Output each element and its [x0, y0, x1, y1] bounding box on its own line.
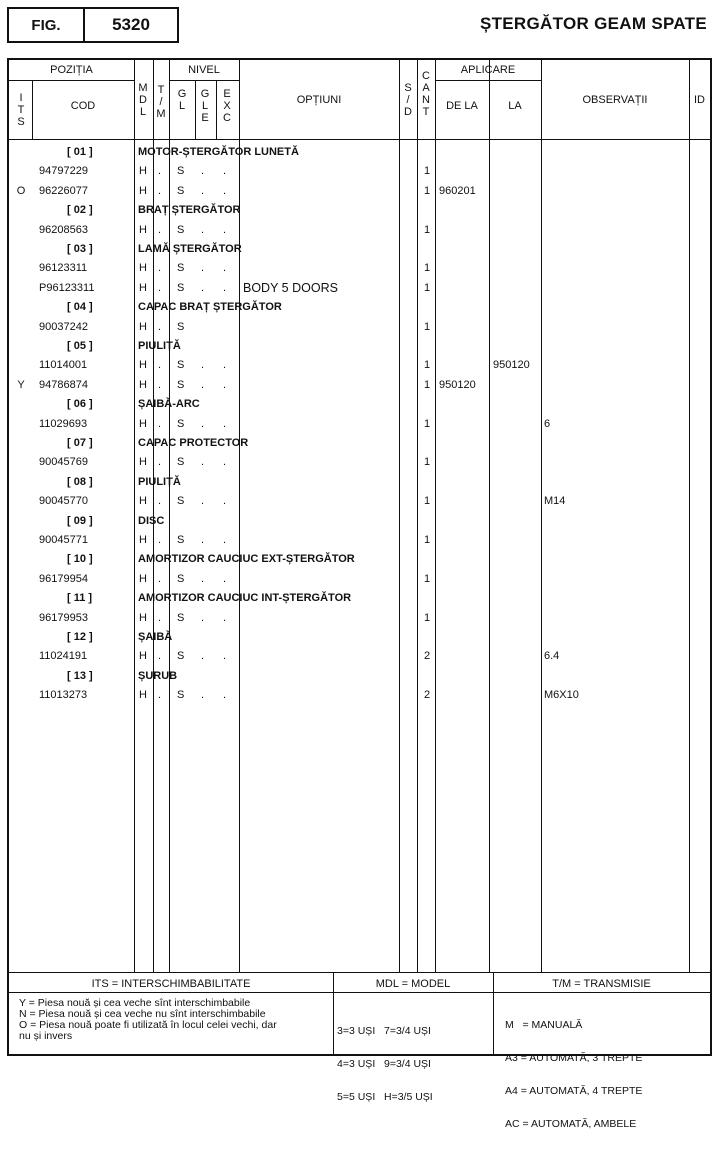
cell-gle: . — [201, 495, 205, 508]
cell-gl: S — [177, 281, 185, 294]
cell-exc: . — [223, 223, 227, 236]
cell-cod: 11029693 — [39, 417, 88, 430]
col-line-gl — [195, 81, 196, 139]
section-position: [ 03 ] — [67, 243, 93, 255]
cell-exc: . — [223, 572, 227, 585]
cell-gle: . — [201, 611, 205, 624]
cell-gle: . — [201, 165, 205, 178]
cell-tm: . — [158, 534, 162, 546]
legend-its-line: Y = Piesa nouă și cea veche sînt interschimbabile — [19, 997, 251, 1009]
part-row — [9, 609, 710, 628]
section-position: [ 02 ] — [67, 204, 93, 217]
cell-gle: . — [201, 281, 205, 294]
cell-cod: P96123311 — [39, 281, 95, 294]
section-position: [ 01 ] — [67, 146, 93, 158]
cell-gle: . — [201, 417, 205, 430]
cell-mdl: H — [139, 378, 147, 391]
section-row — [9, 550, 710, 569]
legend-top-line — [9, 972, 710, 973]
cell-tm: . — [158, 165, 162, 178]
section-row — [9, 201, 710, 220]
cell-cod: 96179953 — [39, 611, 88, 624]
header-exc: E X C — [223, 88, 231, 124]
cell-mdl: H — [139, 572, 147, 585]
legend-its-line: O = Piesa nouă poate fi utilizată în locul celei vechi, dar — [19, 1019, 277, 1031]
section-position: [ 09 ] — [67, 514, 93, 527]
cell-gle: . — [201, 359, 205, 372]
header-nivel: NIVEL — [188, 64, 220, 76]
cell-cant: 2 — [423, 650, 431, 663]
section-position: [ 06 ] — [67, 398, 93, 411]
cell-gl: S — [177, 262, 185, 275]
cell-cant: 1 — [423, 223, 431, 236]
section-name: PIULIȚĂ — [138, 475, 181, 488]
cell-obs: 6.4 — [544, 650, 560, 663]
section-name: BRAȚ ȘTERGĂTOR — [138, 204, 241, 217]
header-its: I T S — [17, 92, 25, 128]
cell-mdl: H — [139, 417, 147, 430]
cell-cod: 96179954 — [39, 572, 88, 585]
part-row — [9, 415, 710, 434]
part-row — [9, 686, 710, 705]
part-row — [9, 453, 710, 472]
section-position: [ 08 ] — [67, 475, 93, 488]
cell-cod: 96123311 — [39, 262, 88, 275]
cell-exc: . — [223, 650, 227, 663]
cell-de-la: 960201 — [439, 184, 476, 197]
cell-cod: 90045771 — [39, 534, 88, 546]
part-row — [9, 647, 710, 666]
cell-gle: . — [201, 572, 205, 585]
legend-tm-line: A3 = AUTOMATĂ, 3 TREPTE — [505, 1052, 643, 1064]
cell-cant: 1 — [423, 417, 431, 430]
cell-tm: . — [158, 184, 162, 197]
legend-tm-line: M = MANUALĂ — [505, 1019, 583, 1031]
cell-la: 950120 — [493, 359, 530, 372]
fig-label: FIG. — [7, 7, 85, 43]
cell-its: O — [16, 184, 26, 197]
section-position: [ 05 ] — [67, 340, 93, 352]
cell-mdl: H — [139, 534, 147, 546]
cell-exc: . — [223, 456, 227, 469]
section-position: [ 12 ] — [67, 631, 93, 643]
section-row — [9, 143, 710, 162]
header-aplicare: APLICARE — [460, 64, 516, 76]
cell-tm: . — [158, 495, 162, 508]
cell-gl: S — [177, 650, 185, 663]
part-row — [9, 531, 710, 550]
cell-cant: 1 — [423, 456, 431, 469]
cell-mdl: H — [139, 359, 147, 372]
legend-tm-title: T/M = TRANSMISIE — [552, 978, 651, 990]
section-name: PIULIȚĂ — [138, 340, 181, 352]
cell-cod: 11014001 — [39, 359, 88, 372]
cell-cod: 96226077 — [39, 184, 88, 197]
cell-gl: S — [177, 572, 185, 585]
cell-mdl: H — [139, 281, 147, 294]
cell-gle: . — [201, 262, 205, 275]
cell-gl: S — [177, 320, 185, 333]
cell-cod: 11024191 — [39, 650, 88, 663]
cell-cod: 94797229 — [39, 165, 88, 178]
cell-exc: . — [223, 534, 227, 546]
cell-cod: 90037242 — [39, 320, 88, 333]
cell-tm: . — [158, 417, 162, 430]
cell-mdl: H — [139, 495, 147, 508]
cell-tm: . — [158, 572, 162, 585]
cell-tm: . — [158, 456, 162, 469]
header-de-la: DE LA — [446, 100, 478, 112]
part-row — [9, 492, 710, 511]
cell-gle: . — [201, 534, 205, 546]
cell-mdl: H — [139, 689, 147, 702]
section-row — [9, 589, 710, 608]
legend-tm-line: A4 = AUTOMATĂ, 4 TREPTE — [505, 1085, 643, 1097]
section-row — [9, 240, 710, 259]
cell-tm: . — [158, 281, 162, 294]
cell-obs: 6 — [544, 417, 551, 430]
section-row — [9, 628, 710, 647]
legend-its-line: N = Piesa nouă și cea veche nu sînt interschimbabile — [19, 1008, 266, 1020]
cell-exc: . — [223, 281, 227, 294]
cell-cod: 90045769 — [39, 456, 88, 469]
section-row — [9, 395, 710, 414]
legend-mdl-line: 4=3 UȘI 9=3/4 UȘI — [337, 1058, 431, 1070]
header-pozitia: POZIȚIA — [50, 64, 93, 76]
fig-number: 5320 — [85, 7, 179, 43]
section-name: AMORTIZOR CAUCIUC INT-ȘTERGĂTOR — [138, 592, 352, 605]
section-position: [ 07 ] — [67, 437, 93, 449]
header-gle: G L E — [200, 88, 210, 124]
legend-its-list — [19, 998, 277, 1042]
cell-cod: 96208563 — [39, 223, 88, 236]
cell-exc: . — [223, 689, 227, 702]
cell-cant: 1 — [423, 262, 431, 275]
parts-table — [7, 58, 712, 1130]
section-name: LAMĂ ȘTERGĂTOR — [138, 243, 242, 255]
section-row — [9, 473, 710, 492]
cell-exc: . — [223, 184, 227, 197]
part-row — [9, 318, 710, 337]
header-bottom-line — [9, 139, 710, 140]
cell-exc: . — [223, 262, 227, 275]
header-cant: C A N T — [422, 70, 430, 118]
section-name: DISC — [138, 514, 165, 527]
section-name: ȘAIBĂ-ARC — [138, 398, 200, 411]
row-line-nivel — [169, 80, 239, 81]
cell-mdl: H — [139, 456, 147, 469]
cell-cant: 2 — [423, 689, 431, 702]
legend-tm-line: AC = AUTOMATĂ, AMBELE — [505, 1118, 637, 1130]
cell-exc: . — [223, 165, 227, 178]
header-gl: G L — [177, 88, 187, 112]
section-name: AMORTIZOR CAUCIUC EXT-ȘTERGĂTOR — [138, 553, 355, 566]
cell-gl: S — [177, 456, 185, 469]
cell-mdl: H — [139, 262, 147, 275]
cell-gl: S — [177, 359, 185, 372]
header-la: LA — [508, 100, 522, 112]
cell-gle: . — [201, 223, 205, 236]
cell-gle: . — [201, 184, 205, 197]
cell-cod: 11013273 — [39, 689, 88, 702]
header-mdl: M D L — [138, 82, 148, 118]
section-position: [ 10 ] — [67, 553, 93, 566]
section-row — [9, 434, 710, 453]
cell-cod: 94786874 — [39, 378, 88, 391]
cell-gl: S — [177, 534, 185, 546]
cell-cant: 1 — [423, 184, 431, 197]
cell-gle: . — [201, 378, 205, 391]
legend-mdl-line: 5=5 UȘI H=3/5 UȘI — [337, 1091, 433, 1103]
legend-title-line — [9, 992, 710, 993]
cell-mdl: H — [139, 320, 147, 333]
cell-cant: 1 — [423, 320, 431, 333]
cell-tm: . — [158, 611, 162, 624]
cell-mdl: H — [139, 650, 147, 663]
cell-obs: M6X10 — [544, 689, 579, 702]
cell-gl: S — [177, 417, 185, 430]
cell-tm: . — [158, 650, 162, 663]
section-row — [9, 667, 710, 686]
legend-mdl-list — [337, 1004, 433, 1125]
cell-cant: 1 — [423, 281, 431, 294]
section-row — [9, 337, 710, 356]
legend-its-title: ITS = INTERSCHIMBABILITATE — [91, 978, 251, 990]
cell-tm: . — [158, 359, 162, 372]
cell-tm: . — [158, 320, 162, 333]
cell-tm: . — [158, 262, 162, 275]
cell-mdl: H — [139, 184, 147, 197]
cell-obs: M14 — [544, 495, 566, 508]
cell-gl: S — [177, 689, 185, 702]
cell-cod: 90045770 — [39, 495, 88, 508]
section-position: [ 11 ] — [67, 592, 93, 605]
header-tm: T / M — [156, 84, 166, 120]
part-row — [9, 376, 710, 395]
row-line-pozitia — [9, 80, 134, 81]
part-row — [9, 162, 710, 181]
cell-gl: S — [177, 378, 185, 391]
cell-its: Y — [17, 378, 25, 391]
cell-cant: 1 — [423, 534, 431, 546]
cell-gle: . — [201, 650, 205, 663]
part-row — [9, 279, 710, 298]
cell-exc: . — [223, 359, 227, 372]
section-name: CAPAC PROTECTOR — [138, 437, 249, 449]
cell-cant: 1 — [423, 359, 431, 372]
cell-exc: . — [223, 417, 227, 430]
section-position: [ 04 ] — [67, 301, 93, 314]
section-position: [ 13 ] — [67, 669, 93, 682]
cell-cant: 1 — [423, 165, 431, 178]
section-name: CAPAC BRAȚ ȘTERGĂTOR — [138, 301, 282, 314]
cell-cant: 1 — [423, 572, 431, 585]
section-name: ȘURUB — [138, 669, 178, 682]
section-row — [9, 298, 710, 317]
legend-mdl-title: MDL = MODEL — [375, 978, 451, 990]
cell-mdl: H — [139, 165, 147, 178]
part-row — [9, 221, 710, 240]
cell-tm: . — [158, 223, 162, 236]
cell-gl: S — [177, 611, 185, 624]
cell-cant: 1 — [423, 378, 431, 391]
legend-its-line: nu și invers — [19, 1030, 73, 1042]
cell-tm: . — [158, 689, 162, 702]
cell-opt: BODY 5 DOORS — [243, 280, 338, 295]
section-row — [9, 512, 710, 531]
cell-gle: . — [201, 456, 205, 469]
part-row — [9, 259, 710, 278]
cell-gl: S — [177, 165, 185, 178]
section-name: MOTOR-ȘTERGĂTOR LUNETĂ — [138, 146, 299, 158]
legend-tm-list — [505, 998, 642, 1152]
part-row — [9, 570, 710, 589]
col-line-gle — [216, 81, 217, 139]
cell-mdl: H — [139, 611, 147, 624]
header-optiuni: OPȚIUNI — [296, 94, 342, 106]
cell-gl: S — [177, 184, 185, 197]
section-name: ȘAIBĂ — [138, 631, 173, 643]
cell-cant: 1 — [423, 611, 431, 624]
cell-gle: . — [201, 689, 205, 702]
cell-gl: S — [177, 223, 185, 236]
cell-gl: S — [177, 495, 185, 508]
cell-exc: . — [223, 378, 227, 391]
cell-exc: . — [223, 611, 227, 624]
legend-mdl-line: 3=3 UȘI 7=3/4 UȘI — [337, 1025, 431, 1037]
header-cod: COD — [70, 100, 96, 112]
cell-mdl: H — [139, 223, 147, 236]
part-row — [9, 356, 710, 375]
cell-de-la: 950120 — [439, 378, 476, 391]
cell-cant: 1 — [423, 495, 431, 508]
header-observatii: OBSERVAȚII — [582, 94, 648, 106]
cell-exc: . — [223, 495, 227, 508]
page-title: ȘTERGĂTOR GEAM SPATE — [479, 14, 707, 33]
row-line-aplicare — [435, 80, 541, 81]
part-row — [9, 182, 710, 201]
header-sd: S / D — [404, 82, 412, 118]
header-id: ID — [694, 94, 705, 106]
cell-tm: . — [158, 378, 162, 391]
